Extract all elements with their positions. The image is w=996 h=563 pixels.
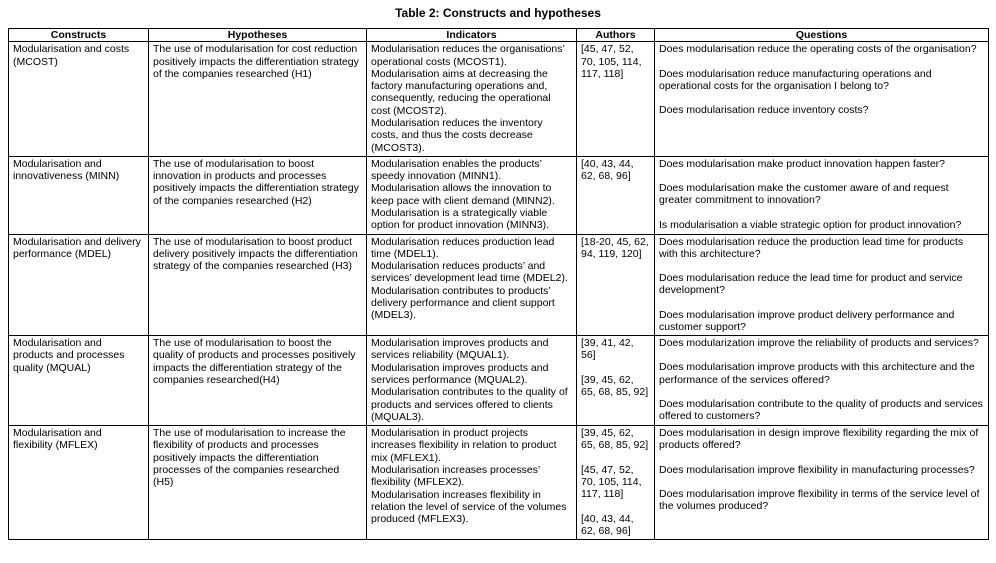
construct-text: Modularisation and innovativeness (MINN) [13,157,120,183]
authors-text: [40, 43, 44, 62, 68, 96] [581,157,634,183]
question-text: Does modularisation reduce the production lead time for products with this architecture? [659,235,964,260]
authors-cell [577,234,655,336]
questions-cell [655,234,989,336]
col-header-constructs: Constructs [9,29,149,42]
questions-cell [655,156,989,234]
authors-text: [39, 41, 42, 56] [581,337,634,362]
indicator-text: Modularisation reduces the inventory costs, and thus the costs decrease (MCOST3). [371,116,543,154]
questions-cell [655,336,989,426]
indicators-cell [367,336,577,426]
question-text: Does modularisation contribute to the quality of products and services offered to customers? [659,398,983,423]
question-text: Does modularisation make product innovation happen faster? [659,157,946,170]
authors-text: [45, 47, 52, 70, 105, 114, 117, 118] [581,43,642,80]
authors-text: [45, 47, 52, 70, 105, 114, 117, 118] [581,463,642,501]
hypothesis-text: The use of modularisation to boost product delivery positively impacts the differentiation strategy of the companies researched (H3) [153,235,358,273]
col-header-questions: Questions [655,29,989,42]
construct-cell [9,42,149,157]
question-text: Does modularisation in design improve flexibility regarding the mix of products offered? [659,427,979,452]
indicator-text: Modularisation reduces production lead time (MDEL1). [371,235,555,260]
question-text: Does modularisation reduce the lead time for product and service development? [659,272,963,297]
question-text: Does modularization improve the reliability of products and services? [659,337,979,350]
hypothesis-cell [149,426,367,540]
indicator-text: Modularisation contributes to the quality of products and services offered to clients (MQUAL3). [371,386,568,423]
construct-cell [9,426,149,540]
construct-text: Modularisation and flexibility (MFLEX) [13,427,102,452]
authors-cell [577,336,655,426]
indicator-text: Modularisation contributes to products’ delivery performance and client support (MDEL3). [371,284,555,322]
question-text: Does modularisation improve flexibility in manufacturing processes? [659,463,975,476]
table-row-mcost [9,42,989,157]
col-header-indicators: Indicators [367,29,577,42]
indicator-text: Modularisation reduces the organisations’ operational costs (MCOST1). [371,43,565,68]
questions-cell [655,42,989,157]
question-text: Does modularisation improve flexibility in terms of the service level of the volumes produced? [659,488,980,513]
question-text: Does modularisation reduce inventory costs? [659,104,869,117]
hypothesis-text: The use of modularisation to increase the flexibility of products and processes positively impacts the differentiation processes of the companies researched (H5) [153,427,346,489]
question-text: Is modularisation a viable strategic option for product innovation? [659,218,962,231]
hypothesis-text: The use of modularisation for cost reduction positively impacts the differentiation strategy of the companies researched (H1) [153,43,359,80]
table-row-mflex [9,426,989,540]
question-text: Does modularisation reduce the operating costs of the organisation? [659,43,977,56]
question-text: Does modularisation make the customer aware of and request greater commitment to innovation? [659,182,949,207]
constructs-table [8,28,989,540]
indicator-text: Modularisation increases flexibility in relation the level of service of the volumes produced (MFLEX3). [371,488,567,526]
indicator-text: Modularisation enables the products’ speedy innovation (MINN1). [371,157,542,183]
col-header-hypotheses: Hypotheses [149,29,367,42]
question-text: Does modularisation reduce manufacturing operations and operational costs for the organisation I belong to? [659,67,932,92]
indicator-text: Modularisation aims at decreasing the factory manufacturing operations and, consequently, reducing the operational cost (MCOST2). [371,67,551,117]
authors-text: [39, 45, 62, 65, 68, 85, 92] [581,373,649,399]
construct-cell [9,336,149,426]
construct-text: Modularisation and costs (MCOST) [13,43,130,68]
table-row-mdel [9,234,989,336]
hypothesis-cell [149,156,367,234]
col-header-authors: Authors [577,29,655,42]
authors-text: [40, 43, 44, 62, 68, 96] [581,512,634,537]
table-row-mqual [9,336,989,426]
indicator-text: Modularisation allows the innovation to keep pace with client demand (MINN2). [371,182,555,207]
authors-cell [577,156,655,234]
construct-text: Modularisation and products and processes quality (MQUAL) [13,337,125,374]
authors-text: [18-20, 45, 62, 94, 119, 120] [581,235,649,260]
indicator-text: Modularisation is a strategically viable option for product innovation (MINN3). [371,206,550,232]
indicators-cell [367,234,577,336]
authors-cell [577,426,655,540]
construct-text: Modularisation and delivery performance (MDEL) [13,235,141,260]
hypothesis-cell [149,42,367,157]
header-row [9,29,989,42]
question-text: Does modularisation improve product delivery performance and customer support? [659,308,955,333]
questions-cell [655,426,989,540]
indicators-cell [367,156,577,234]
indicator-text: Modularisation improves products and services performance (MQUAL2). [371,361,549,387]
indicator-text: Modularisation improves products and services reliability (MQUAL1). [371,337,549,362]
indicator-text: Modularisation in product projects increases flexibility in relation to product mix (MFLEX1). [371,427,557,464]
construct-cell [9,234,149,336]
hypothesis-cell [149,234,367,336]
indicators-cell [367,42,577,157]
hypothesis-text: The use of modularisation to boost innovation in products and processes positively impacts the differentiation strategy of the companies researched (H2) [153,157,359,207]
hypothesis-cell [149,336,367,426]
indicator-text: Modularisation reduces products’ and services’ development lead time (MDEL2). [371,260,568,285]
authors-cell [577,42,655,157]
construct-cell [9,156,149,234]
question-text: Does modularisation improve products with this architecture and the performance of the services offered? [659,361,975,386]
authors-text: [39, 45, 62, 65, 68, 85, 92] [581,427,649,452]
indicators-cell [367,426,577,540]
indicator-text: Modularisation increases processes’ flexibility (MFLEX2). [371,464,540,489]
table-row-minn [9,156,989,234]
hypothesis-text: The use of modularisation to boost the quality of products and processes positively impacts the differentiation strategy of the companies researched(H4) [153,337,356,387]
table-title: Table 2: Constructs and hypotheses [395,6,601,20]
